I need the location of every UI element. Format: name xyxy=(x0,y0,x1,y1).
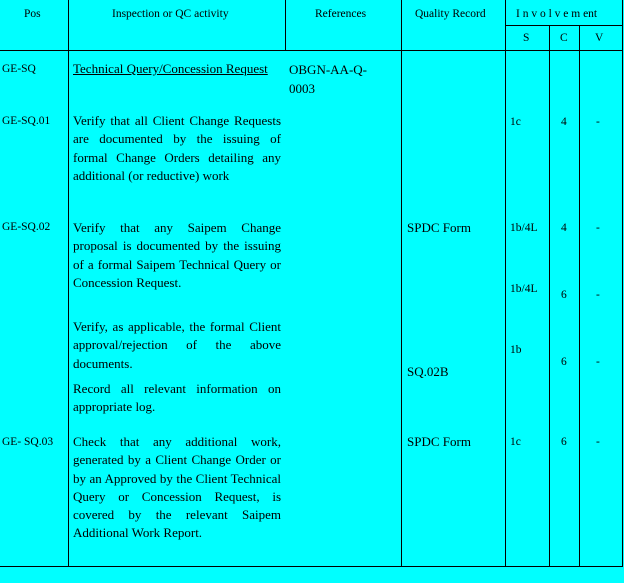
row-gesq01-c: 4 xyxy=(561,116,567,128)
row-gesq02-activity-b: Verify, as applicable, the formal Client approval/rejection of the above documents. xyxy=(73,319,281,371)
row-gesq02-c2: 6 xyxy=(561,289,567,301)
row-gesq03-pos: GE- SQ.03 xyxy=(2,436,54,448)
header-references: References xyxy=(315,8,367,20)
row-gesq02-v2: - xyxy=(596,289,600,301)
row-gesq02-quality-record-a: SPDC Form xyxy=(407,220,471,235)
row-gesq03-c: 6 xyxy=(561,436,567,448)
row-gesq01-v: - xyxy=(596,116,600,128)
row-gesq02-c3: 6 xyxy=(561,356,567,368)
row-gesq02-s1: 1b/4L xyxy=(510,222,538,234)
header-quality-record: Quality Record xyxy=(415,8,486,20)
col-divider-c xyxy=(579,25,580,567)
col-divider-pos xyxy=(68,0,69,567)
involvement-divider xyxy=(505,25,622,26)
row-gesq03-quality-record: SPDC Form xyxy=(407,434,471,449)
row-gesq03-activity: Check that any additional work, generated by a Client Change Order or by an Approved by the Client Technical Query or Concession Request, is covered by the relevant Saipem Additional Work Report. xyxy=(73,434,281,541)
row-gesq01-activity: Verify that all Client Change Requests are documented by the issuing of formal Change Orders detailing any additional (or reductive) work xyxy=(73,113,281,183)
col-divider-quality-record xyxy=(505,0,506,567)
header-involvement: I n v o l v e m ent xyxy=(516,8,598,20)
row-gesq01-pos: GE-SQ.01 xyxy=(2,115,51,127)
header-activity: Inspection or QC activity xyxy=(112,8,229,20)
col-divider-activity xyxy=(285,0,286,51)
row-gesq02-s2: 1b/4L xyxy=(510,283,538,295)
header-c: C xyxy=(560,32,568,44)
header-s: S xyxy=(523,32,530,44)
row-gesq02-pos: GE-SQ.02 xyxy=(2,221,51,233)
col-divider-s xyxy=(549,25,550,567)
row-gesq03-s: 1c xyxy=(510,436,521,448)
row-gesq02-quality-record-b: SQ.02B xyxy=(407,364,449,379)
row-gesq-activity: Technical Query/Concession Request xyxy=(73,61,268,76)
row-gesq-reference: OBGN-AA-Q-0003 xyxy=(289,62,367,96)
row-gesq02-s3: 1b xyxy=(510,344,522,356)
row-gesq01-s: 1c xyxy=(510,116,521,128)
row-gesq02-v3: - xyxy=(596,356,600,368)
row-gesq02-v1: - xyxy=(596,222,600,234)
row-gesq03-v: - xyxy=(596,436,600,448)
col-divider-references xyxy=(401,0,402,567)
header-bottom-line xyxy=(0,50,622,51)
row-gesq02-activity-a: Verify that any Saipem Change proposal is documented by the issuing of a formal Saipem Technical Query or Concession Request. xyxy=(73,220,281,290)
table-bottom-line xyxy=(0,566,622,567)
row-gesq02-c1: 4 xyxy=(561,222,567,234)
header-v: V xyxy=(595,32,604,44)
row-gesq-pos: GE-SQ xyxy=(2,63,36,75)
header-pos: Pos xyxy=(24,8,41,20)
row-gesq02-activity-c: Record all relevant information on appropriate log. xyxy=(73,381,281,415)
